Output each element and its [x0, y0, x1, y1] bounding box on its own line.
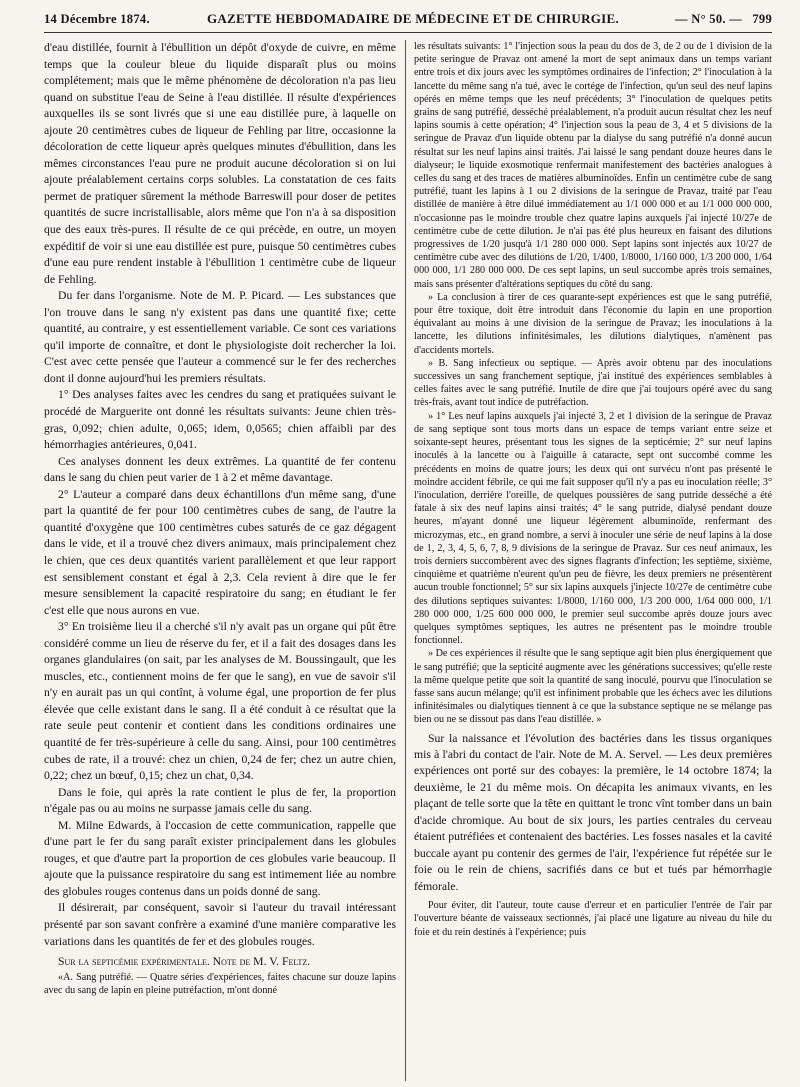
- paragraph-milne-edwards-question: Il désirerait, par conséquent, savoir si l'auteur du travail intéressant présenté par son savant confrère a examiné d'une manière comparative les variations dans les quantités de fer et des globules rouges.: [44, 901, 396, 948]
- issue-date: 14 Décembre 1874.: [44, 11, 150, 26]
- paragraph-putrid-blood-start: «A. Sang putréfié. — Quatre séries d'expériences, faites chacune sur douze lapins avec du sang de lapin en pleine putréfaction, m'ont donné: [44, 971, 396, 996]
- paragraph-iron-spleen: 3° En troisième lieu il a cherché s'il n'y avait pas un organe qui pût être considéré comme un lieu de réserve du fer, et il a fait des dosages dans les organes glandulaires (on sait, par les analyses de M. Boussingault, que les muscles, etc., contiennent moins de fer que le sang), en vue de savoir s'il n'y en aurait pas un qui contînt, à volume égal, une proportion de fer plus élevée que celle existant dans le sang. Il a été conduit à ce résultat que la rate seule peut contenir et contient dans les conditions ordinaires une quantité de fer très-supérieure à celle du sang. Ainsi, pour 100 centimètres cubes de rate, il a trouvé: chez un chien, 0,24 de fer; chez un autre chien, 0,22; chez un bœuf, 0,15; chez un chat, 0,34.: [44, 620, 396, 783]
- right-column: [414, 40, 772, 1081]
- paragraph-iron-extremes: Ces analyses donnent les deux extrêmes. La quantité de fer contenu dans le sang du chien peut varier de 1 à 2 et même davantage.: [44, 454, 396, 485]
- paragraph-bacteria-method: Pour éviter, dit l'auteur, toute cause d'erreur et en particulier l'entrée de l'air par l'ouverture béante de vaisseaux sectionnés, j'ai placé une ligature au niveau du hile du foie et du rein destinés à l'expérience; puis: [414, 900, 772, 938]
- page-number: 799: [752, 11, 772, 26]
- paragraph-iron-oxygen: 2° L'auteur a comparé dans deux échantillons d'un même sang, d'une part la quantité de fer pour 100 centimètres cubes de sang, de l'autre la quantité d'oxygène que 100 centimètres cubes saturés de ce gaz dégagent dans le vide, et il a trouvé chez divers animaux, mais principalement chez le chien, que ces deux quantités varient parallèlement et que leur rapport est sensiblement constant et égal à 2,3. Cela revient à dire que le fer mesure sensiblement la capacité respiratoire du sang; en étudiant le fer c'est elle que nous aurons en vue.: [44, 487, 396, 617]
- paragraph-septic-blood-conclusion: » De ces expériences il résulte que le sang septique agit bien plus énergiquement que le sang putréfié; que la septicité augmente avec les générations successives; qu'elle reste la même quelque petite que soit la quantité de sang inoculé, pourvu que l'inoculation se fasse sans aucun mélange; qu'il est infiniment probable que les échecs avec les dilutions infinitésimales ou dialytiques tiennent à ce que la substance septique ne se mélange pas bien ou ne se dissout pas dans l'eau distillée. »: [414, 648, 772, 726]
- paragraph-iron-analyses: 1° Des analyses faites avec les cendres du sang et pratiquées suivant le procédé de Marguerite ont donné les résultats suivants: Jeune chien très-gras, 0,092; chien adulte, 0,065; idem, 0,0565; chien affaibli par des hémorrhagies antérieures, 0,041.: [44, 388, 396, 452]
- issue-number: — N° 50. —: [675, 11, 743, 26]
- paragraph-septic-blood-results: » 1° Les neuf lapins auxquels j'ai injecté 3, 2 et 1 division de la seringue de Pravaz de sang septique sont tous morts dans un espace de temps variant entre seize et soixante-sept heures, présentant tous les signes de la septicémie; 2° sur neuf lapins inoculés à la lancette ou à l'aiguille à cataracte, sept ont succombé comme les précédents en moins de quatre jours; les deux qui ont survécu n'ont pas présenté le moindre accident fébrile, ce qui me fait supposer qu'il n'y a pas eu inoculation réelle; 3° l'inoculation, derrière l'oreille, de quelques poussières de sang putride desséché a été fatale à six des neuf lapins ainsi traités; 4° le sang putride, dialysé pendant douze heures, m'ayant donné une liqueur légèrement albuminoïde, renfermant des microzymas, etc., en grand nombre, a servi à inoculer une série de neuf lapins à la dose de 1, 2, 3, 4, 5, 6, 7, 8, 9 divisions de la seringue de Pravaz. Sur ces neuf animaux, les trois derniers succombèrent avec des signes flagrants d'infection; les septième, sixième, cinquième et quatrième n'eurent qu'un peu de fièvre, les deux premiers ne présentèrent aucun trouble fonctionnel; 5° sur six lapins auxquels j'injecte 10/27e de centimètre cube des dilutions septiques suivantes: 1/8000, 1/160 000, 1/3 200 000, 1/64 000 000, 1/1 280 000 000, 1/25 600 000 000, le premier seul succombe après douze jours avec quelques symptômes septiques, les autres ne présentent pas le moindre trouble fonctionnel.: [414, 410, 772, 647]
- paragraph-iron-note-intro: Du fer dans l'organisme. Note de M. P. Picard. — Les substances que l'on trouve dans le sang n'y existent pas dans une quantité fixe; cette quantité, au contraire, y est essentiellement variable. Ce sont ces variations qu'il importe de connaître, et dont le physiologiste doit rechercher la loi. C'est avec cette pensée que l'auteur a commencé sur le fer des recherches dont il donne aujourd'hui les premiers résultats.: [44, 289, 396, 385]
- heading-septicemia-note: Sur la septicémie expérimentale. Note de M. V. Feltz.: [58, 955, 311, 969]
- paragraph-milne-edwards: M. Milne Edwards, à l'occasion de cette communication, rappelle que d'une part le fer du sang paraît exister principalement dans les globules rouges, et que d'autre part la proportion de ces globules varie beaucoup. Il ajoute que la puissance respiratoire du sang est intimement liée au nombre des globules rouges contenus dans un poids donné de sang.: [44, 818, 396, 898]
- issue-number-and-page: [632, 12, 772, 27]
- paragraph-septic-blood-intro: » B. Sang infectieux ou septique. — Après avoir obtenu par des inoculations successives un sang franchement septique, j'ai institué des expériences semblables à celles faites avec le sang putréfié. Inutile de dire que j'ai toujours opéré avec du sang très-frais, avant tout indice de putréfaction.: [414, 357, 772, 409]
- left-column: [44, 40, 396, 1081]
- paragraph-distilled-water: d'eau distillée, fournit à l'ébullition un dépôt d'oxyde de cuivre, en même temps que la couleur bleue du liquide disparaît plus ou moins complétement; mais que le même phénomène de décoloration n'a pas lieu quand on substitue l'eau de Seine à l'eau distillée. Il résulte d'expériences auxquelles ils se sont livrés que si une eau distillée pure, à laquelle on ajoute 20 centimètres cubes de liqueur de Fehling par litre, occasionne la décoloration de cette liqueur après quelques minutes d'ébullition, dans les mêmes circonstances l'eau pure ne produit aucune décoloration si on lui ajoute préalablement certains corps solubles. La constatation de ces faits permet de pratiquer sûrement la méthode Barreswill pour doser de petites quantités de sucre incristallisable, alors même que l'on n'a à sa disposition que des eaux très-pures. Il résulte de ce qui précède, en outre, un moyen expéditif de voir si une eau distillée est pure, puisque 50 centimètres cubes d'une eau pure rendent instable à l'ébullition 1 centimètre cube de liqueur de Fehling.: [44, 41, 396, 286]
- column-divider: [405, 40, 406, 1081]
- paragraph-bacteria-note: Sur la naissance et l'évolution des bactéries dans les tissus organiques mis à l'abri du contact de l'air. Note de M. A. Servel. — Les deux premières expériences ont porté sur des cobayes: la première, le 14 octobre 1874; la deuxième, le 21 du même mois. On décapita les animaux vivants, en les plaçant de telle sorte que la tête en quittant le tronc vînt tomber dans un bain d'acide chromique. Au bout de six jours, les parties centrales du cerveau étaient putréfiées et contenaient des bactéries. Les fosses nasales et la cavité buccale ayant pu contenir des germes de l'air, l'expérience fut répétée sur le foie ou le rein de chiens, sacrifiés dans ce but et tués par hémorrhagie fémorale.: [414, 731, 772, 893]
- paragraph-iron-liver: Dans le foie, qui après la rate contient le plus de fer, la proportion n'égale pas ou au moins ne surpasse jamais celle du sang.: [44, 785, 396, 816]
- page-header: [44, 6, 772, 33]
- paragraph-putrid-blood-conclusion: » La conclusion à tirer de ces quarante-sept expériences est que le sang putréfié, pour être toxique, doit être introduit dans l'économie du lapin en une proportion équivalant au moins à une division de la seringue de Pravaz; les inoculations à la lancette, les dilutions infinitésimales, les dilutions dialytiques, n'amènent pas d'accidents mortels.: [414, 291, 772, 356]
- paragraph-putrid-blood-results: les résultats suivants: 1° l'injection sous la peau du dos de 3, de 2 ou de 1 division de la petite seringue de Pravaz ont amené la mort de sept animaux dans un temps variant entre trois et dix jours avec les symptômes ordinaires de l'infection; 2° l'inoculation à la lancette du même sang n'a tué, avec le cortége de l'infection, qu'un seul des neuf lapins opérés en même temps que les neuf précédents; 3° l'inoculation de quelques petits grains de sang putréfié, desséché préalablement, n'a produit aucun résultat chez les neuf lapins soumis à cette opération; 4° l'injection sous la peau de 3, 4 et 5 divisions de la seringue de Pravaz d'un liquide obtenu par la dialyse du sang putréfié n'a donné aucun résultat sur les neuf lapins ainsi traités. J'ai laissé le sang pendant douze heures dans le dialyseur; le liquide exosmotique renfermait manifestement des bactéries analogues à celles du sang et des traces de matières albuminoïdes. Enfin un centimètre cube de sang putréfié, tuant les lapins à 1 ou 2 divisions de la seringue de Pravaz, traité par l'eau distillée de manière à être dilué immédiatement au 1/1 000 000 et au 1/1 000 000 000, n'occasionne pas le moindre trouble chez quatre lapins auxquels j'ai injecté 10/27e de centimètre cube de cette dilution. Je n'ai pas été plus heureux en faisant des dilutions progressives de 1/20 jusqu'à 1/1 280 000 000. Sept lapins sont injectés aux 10/27 de centimètre cube avec des dilutions de 1/20, 1/400, 1/8000, 1/160 000, 1/3 200 000, 1/64 000 000, 1/1 280 000 000. De ces sept lapins, un seul succombe après trois semaines, mais sans présenter d'altérations septiques du côté du sang.: [414, 41, 772, 290]
- journal-title: GAZETTE HEBDOMADAIRE DE MÉDECINE ET DE CHIRURGIE.: [206, 11, 620, 26]
